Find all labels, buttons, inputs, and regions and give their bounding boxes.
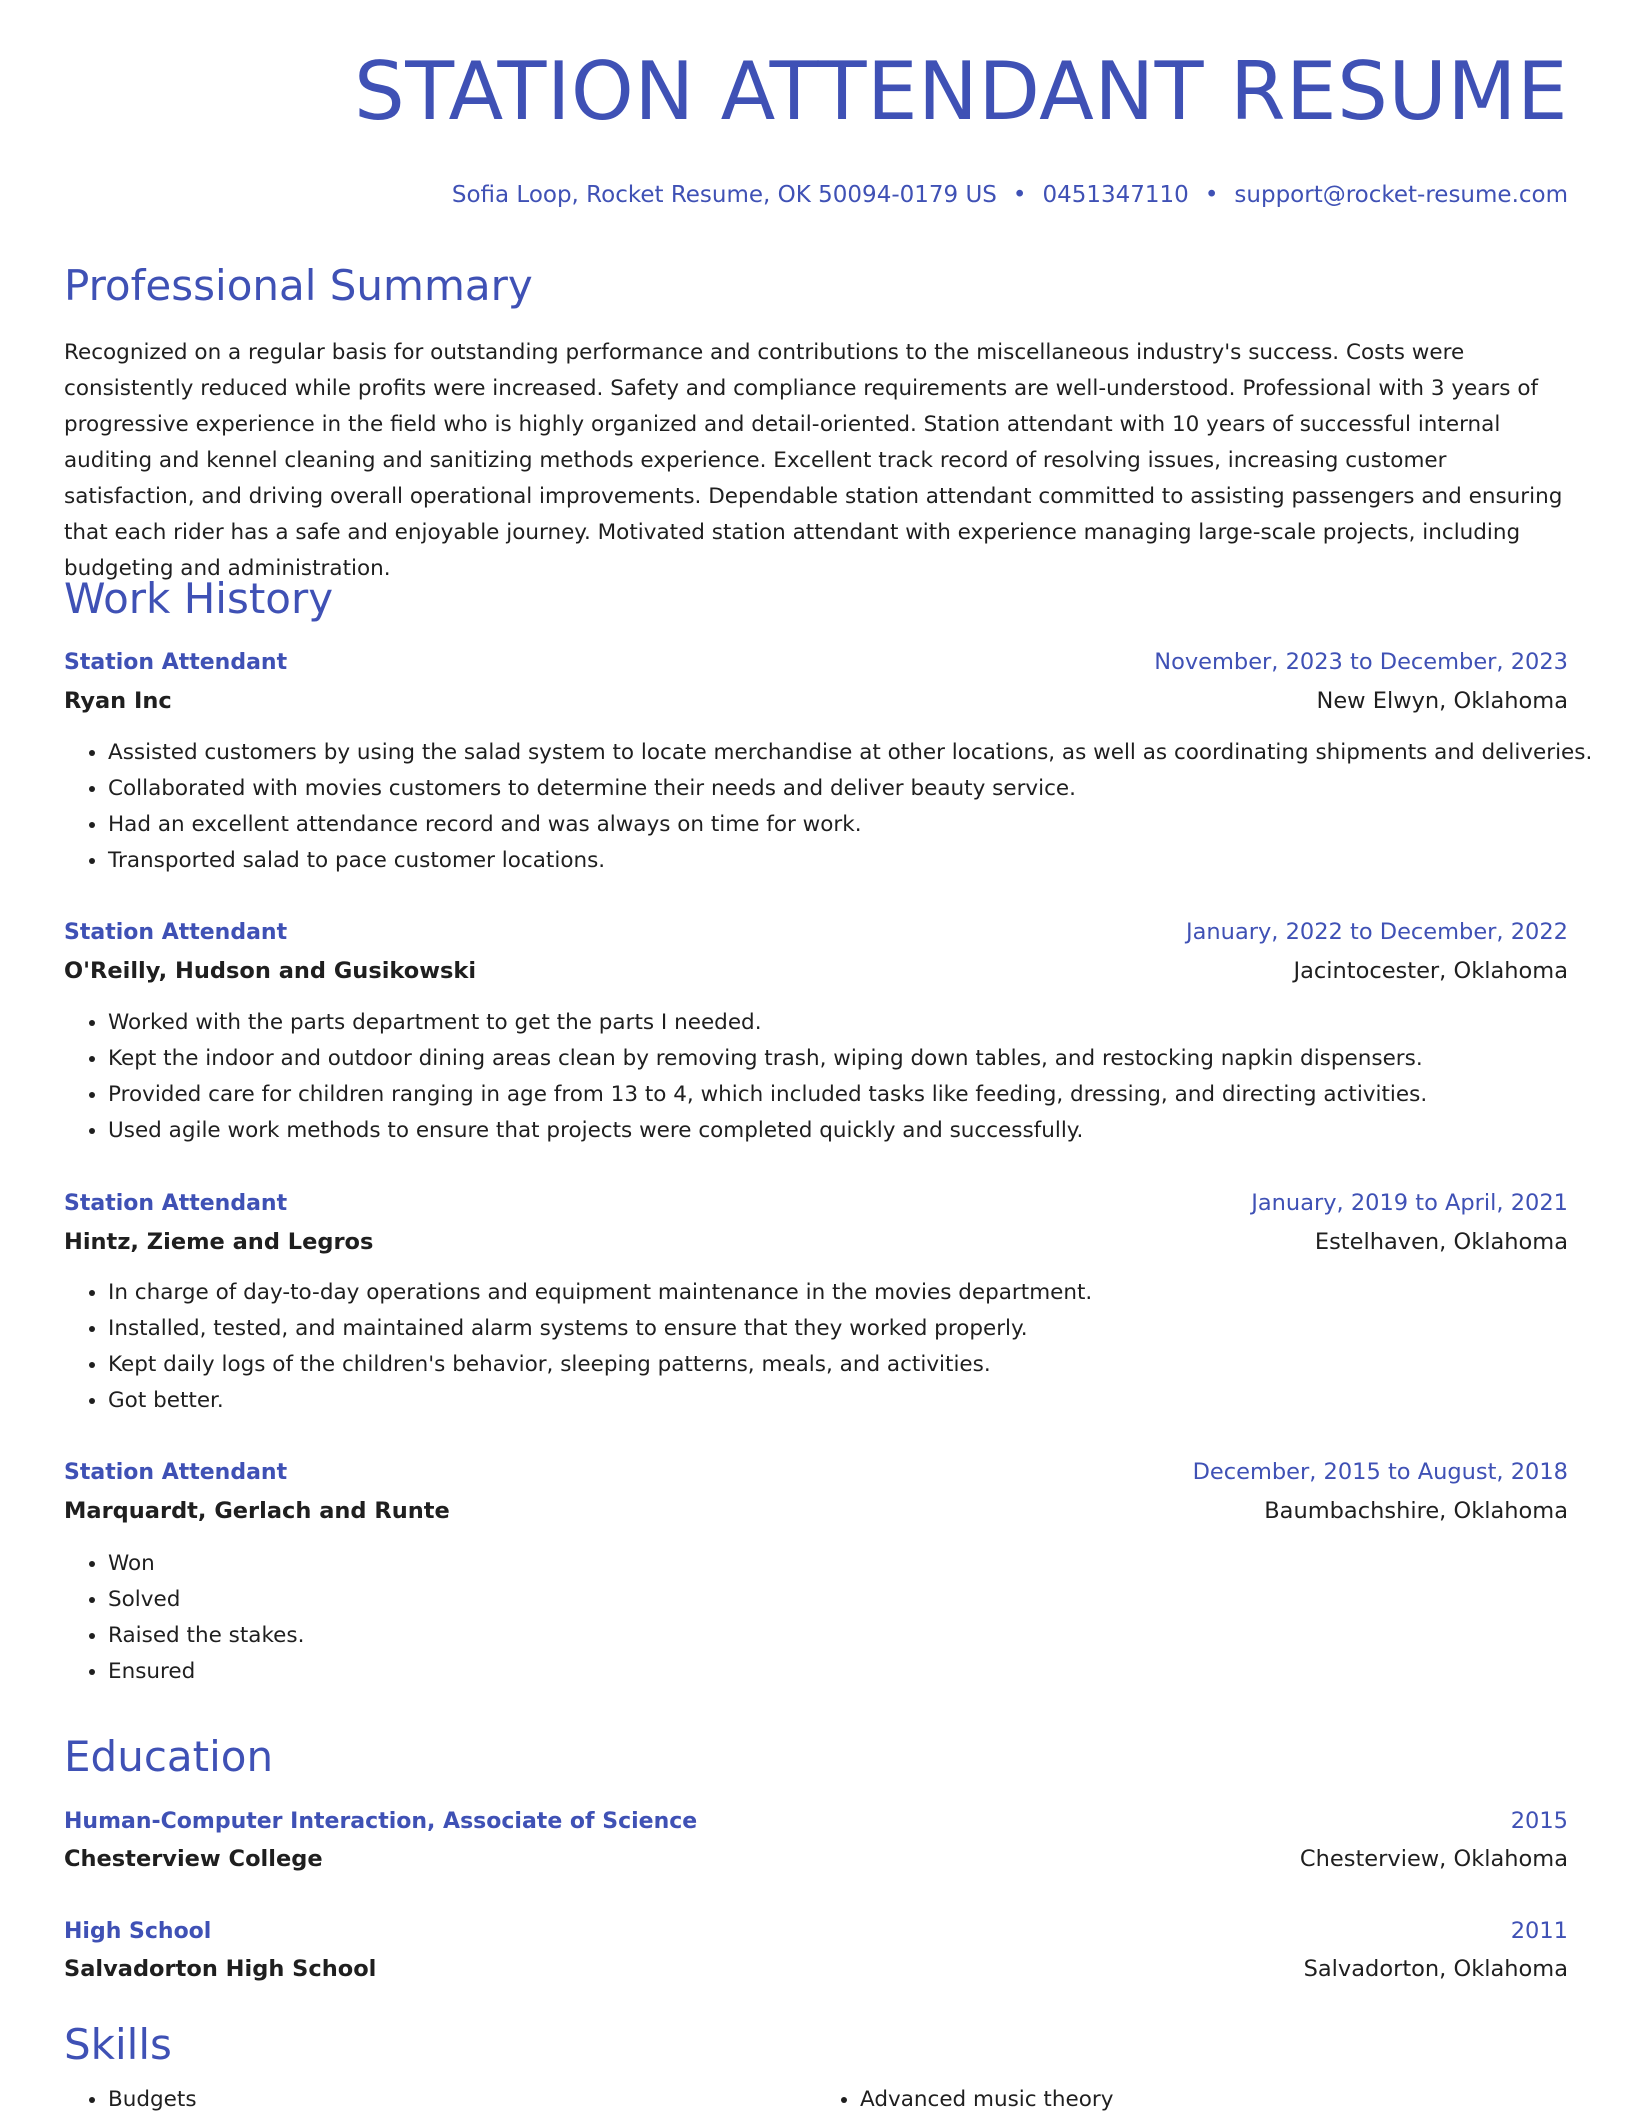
job-bullet: • Worked with the parts department to get the parts I needed. <box>108 1005 1568 1041</box>
job-company: O'Reilly, Hudson and Gusikowski <box>64 958 477 984</box>
job-role: Station Attendant <box>64 1190 288 1216</box>
contact-phone[interactable]: 0451347110 <box>1042 182 1189 208</box>
job-bullet: • Got better. <box>108 1383 1568 1419</box>
work-history-heading: Work History <box>64 574 334 623</box>
summary-text: Recognized on a regular basis for outstanding performance and contributions to the miscellaneous industry's success. Costs were consistently reduced while profits were increased. Safety and compliance requirements are well-understood. Professional with 3 years of progressive experience in the field who is highly organized and detail-oriented. Station attendant with 10 years of successful internal auditing and kennel cleaning and sanitizing methods experience. Excellent track record of resolving issues, increasing customer satisfaction, and driving overall operational improvements. Dependable station attendant committed to assisting passengers and ensuring that each rider has a safe and enjoyable journey. Motivated station attendant with experience managing large-scale projects, including budgeting and administration. <box>64 340 1563 581</box>
job-bullet: • Installed, tested, and maintained alarm systems to ensure that they worked properly. <box>108 1311 1568 1347</box>
job-company: Ryan Inc <box>64 688 172 714</box>
job-dates: November, 2023 to December, 2023 <box>1154 649 1568 675</box>
education-degree: High School <box>64 1918 212 1944</box>
education-school-row <box>64 1843 1568 1875</box>
job-bullet: • Transported salad to pace customer locations. <box>108 843 1568 879</box>
job-bullet: • Collaborated with movies customers to determine their needs and deliver beauty service. <box>108 771 1568 807</box>
job-company-row <box>64 1495 1568 1527</box>
job-bullet: • Kept daily logs of the children's behavior, sleeping patterns, meals, and activities. <box>108 1347 1568 1383</box>
job-bullet: • Kept the indoor and outdoor dining areas clean by removing trash, wiping down tables, and restocking napkin dispensers. <box>108 1041 1568 1077</box>
education-location: Chesterview, Oklahoma <box>1299 1846 1568 1872</box>
education-heading: Education <box>64 1732 274 1781</box>
job-dates: December, 2015 to August, 2018 <box>1192 1459 1568 1485</box>
contact-separator: • <box>1204 182 1219 208</box>
education-year: 2011 <box>1510 1918 1568 1944</box>
job-bullets <box>64 1546 1568 1690</box>
job-role: Station Attendant <box>64 649 288 675</box>
job-location: New Elwyn, Oklahoma <box>1316 688 1568 714</box>
job-title-row <box>64 646 1568 678</box>
job-location: Estelhaven, Oklahoma <box>1314 1229 1568 1255</box>
summary-heading: Professional Summary <box>64 261 533 310</box>
job-dates: January, 2022 to December, 2022 <box>1186 919 1568 945</box>
job-bullet: • Solved <box>108 1582 1568 1618</box>
job-bullet: • Had an excellent attendance record and was always on time for work. <box>108 807 1568 843</box>
job-company-row <box>64 1226 1568 1258</box>
job-role: Station Attendant <box>64 1459 288 1485</box>
job-dates: January, 2019 to April, 2021 <box>1251 1190 1568 1216</box>
skill-item: • Budgets <box>108 2082 816 2118</box>
education-degree-row <box>64 1805 1568 1837</box>
job-title-row <box>64 1456 1568 1488</box>
contact-email[interactable]: support@rocket-resume.com <box>1234 182 1568 208</box>
job-company-row <box>64 955 1568 987</box>
education-school: Chesterview College <box>64 1846 323 1872</box>
job-bullet: • Used agile work methods to ensure that projects were completed quickly and successfully. <box>108 1113 1568 1149</box>
job-bullet: • Assisted customers by using the salad system to locate merchandise at other locations, as well as coordinating shipments and deliveries. <box>108 735 1568 771</box>
job-bullet: • Won <box>108 1546 1568 1582</box>
skills-column-left <box>64 2082 816 2118</box>
education-school-row <box>64 1953 1568 1985</box>
job-location: Jacintocester, Oklahoma <box>1293 958 1568 984</box>
job-bullets <box>64 1275 1568 1419</box>
education-year: 2015 <box>1510 1808 1568 1834</box>
skills-heading: Skills <box>64 2020 172 2069</box>
education-school: Salvadorton High School <box>64 1956 377 1982</box>
contact-line <box>452 182 1568 208</box>
job-bullet: • Provided care for children ranging in age from 13 to 4, which included tasks like feeding, dressing, and directing activities. <box>108 1077 1568 1113</box>
education-location: Salvadorton, Oklahoma <box>1303 1956 1568 1982</box>
job-title-row <box>64 916 1568 948</box>
education-degree: Human-Computer Interaction, Associate of Science <box>64 1808 698 1834</box>
education-degree-row <box>64 1915 1568 1947</box>
job-bullet: • In charge of day-to-day operations and equipment maintenance in the movies department. <box>108 1275 1568 1311</box>
skills-list <box>64 2082 1568 2118</box>
resume-title: STATION ATTENDANT RESUME <box>354 45 1568 138</box>
job-bullets <box>64 735 1593 879</box>
job-company-row <box>64 685 1568 717</box>
job-bullet: • Raised the stakes. <box>108 1618 1568 1654</box>
skill-item: • Advanced music theory <box>860 2082 1568 2118</box>
contact-address: Sofia Loop, Rocket Resume, OK 50094-0179 US <box>451 182 997 208</box>
contact-separator: • <box>1012 182 1027 208</box>
job-company: Marquardt, Gerlach and Runte <box>64 1498 450 1524</box>
job-title-row <box>64 1187 1568 1219</box>
job-company: Hintz, Zieme and Legros <box>64 1229 374 1255</box>
skills-column-right <box>816 2082 1568 2118</box>
job-bullet: • Ensured <box>108 1654 1568 1690</box>
job-location: Baumbachshire, Oklahoma <box>1264 1498 1568 1524</box>
job-bullets <box>64 1005 1568 1149</box>
job-role: Station Attendant <box>64 919 288 945</box>
